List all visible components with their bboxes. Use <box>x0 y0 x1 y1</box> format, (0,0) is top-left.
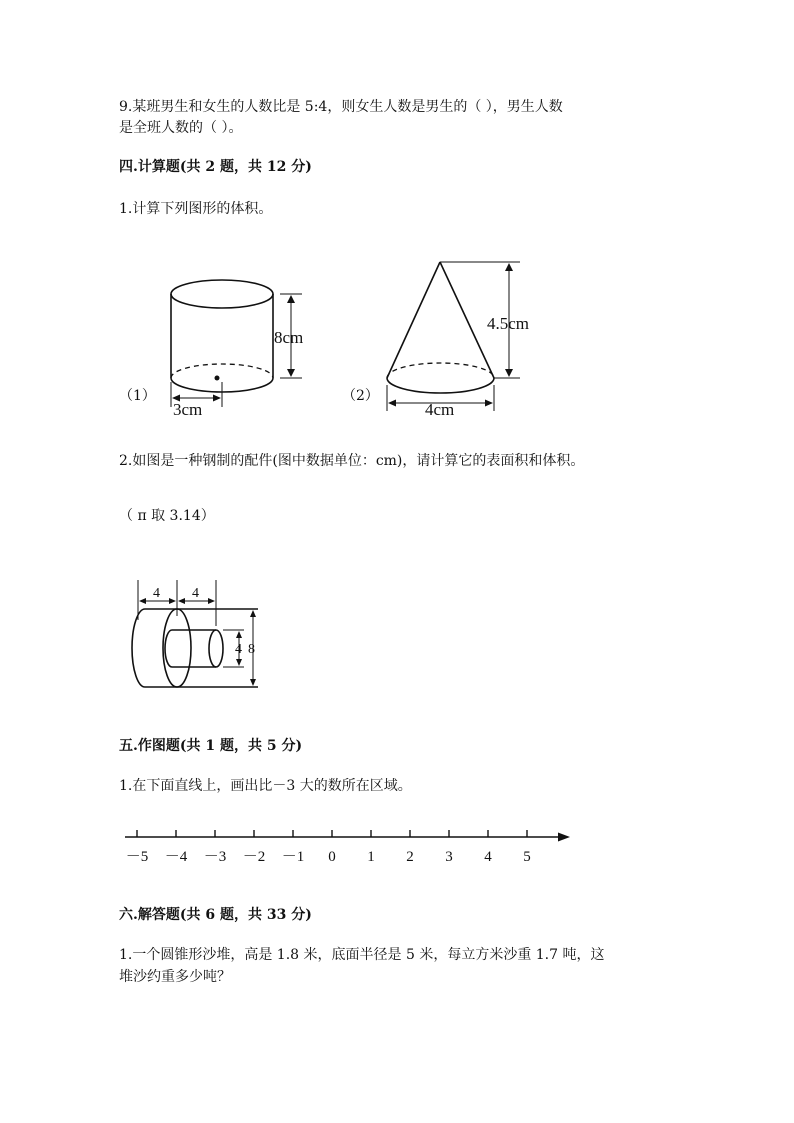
number-line-label: 3 <box>445 849 453 865</box>
inner-cylinder-left <box>165 630 172 667</box>
inner-cylinder-face <box>209 630 223 667</box>
number-line-arrowhead <box>558 833 570 842</box>
cylinder-top <box>171 280 273 308</box>
cone-height-label: 4.5cm <box>487 314 530 333</box>
inner-diameter-label: 4 <box>235 642 242 657</box>
cone-diameter-label: 4cm <box>425 400 455 419</box>
number-line-label: 5 <box>523 849 531 865</box>
q9-line2: 是全班人数的（ ）。 <box>119 120 243 136</box>
cone-figure <box>380 255 560 420</box>
section6-q1-line2: 堆沙约重多少吨？ <box>119 969 231 985</box>
number-line-label: －4 <box>164 849 188 865</box>
number-line-label: 0 <box>328 849 336 865</box>
cylinder-height-label: 8cm <box>274 328 304 347</box>
figure2-label: （2） <box>342 388 379 404</box>
cylinder-center-dot <box>215 376 220 381</box>
cone-left-side <box>387 262 440 378</box>
number-line-label: －5 <box>125 849 149 865</box>
number-line-label: －2 <box>242 849 266 865</box>
section4-q1: 1.计算下列图形的体积。 <box>119 201 273 217</box>
section6-title: 六.解答题(共 6 题，共 33 分) <box>119 907 312 923</box>
dim-label-1: 4 <box>153 586 160 601</box>
outer-disc-left <box>132 609 145 687</box>
number-line-label: －3 <box>203 849 227 865</box>
pi-note: （ π 取 3.14） <box>119 508 215 524</box>
number-line-label: 2 <box>406 849 414 865</box>
cone-base-back <box>387 363 494 378</box>
cylinder-bottom-back <box>171 364 273 378</box>
section5-q1: 1.在下面直线上，画出比－3 大的数所在区域。 <box>119 778 412 794</box>
number-line-label: 1 <box>367 849 375 865</box>
section4-q2: 2.如图是一种钢制的配件(图中数据单位：cm)，请计算它的表面积和体积。 <box>119 453 585 469</box>
cylinder-radius-label: 3cm <box>173 400 203 419</box>
cone-base-front <box>387 378 494 393</box>
number-line <box>118 824 578 869</box>
section4-title: 四.计算题(共 2 题，共 12 分) <box>119 159 312 175</box>
number-line-label: －1 <box>281 849 305 865</box>
number-line-label: 4 <box>484 849 492 865</box>
dim-label-2: 4 <box>192 586 199 601</box>
figure1-label: （1） <box>119 388 156 404</box>
outer-diameter-label: 8 <box>248 642 255 657</box>
outer-disc-face <box>163 609 191 687</box>
section5-title: 五.作图题(共 1 题，共 5 分) <box>119 738 303 754</box>
cone-right-side <box>440 262 494 378</box>
section6-q1-line1: 1.一个圆锥形沙堆，高是 1.8 米，底面半径是 5 米，每立方米沙重 1.7 吨，这 <box>119 947 605 963</box>
q9-line1: 9.某班男生和女生的人数比是 5:4，则女生人数是男生的（ ），男生人数 <box>119 99 563 115</box>
steel-part-figure <box>118 580 268 695</box>
